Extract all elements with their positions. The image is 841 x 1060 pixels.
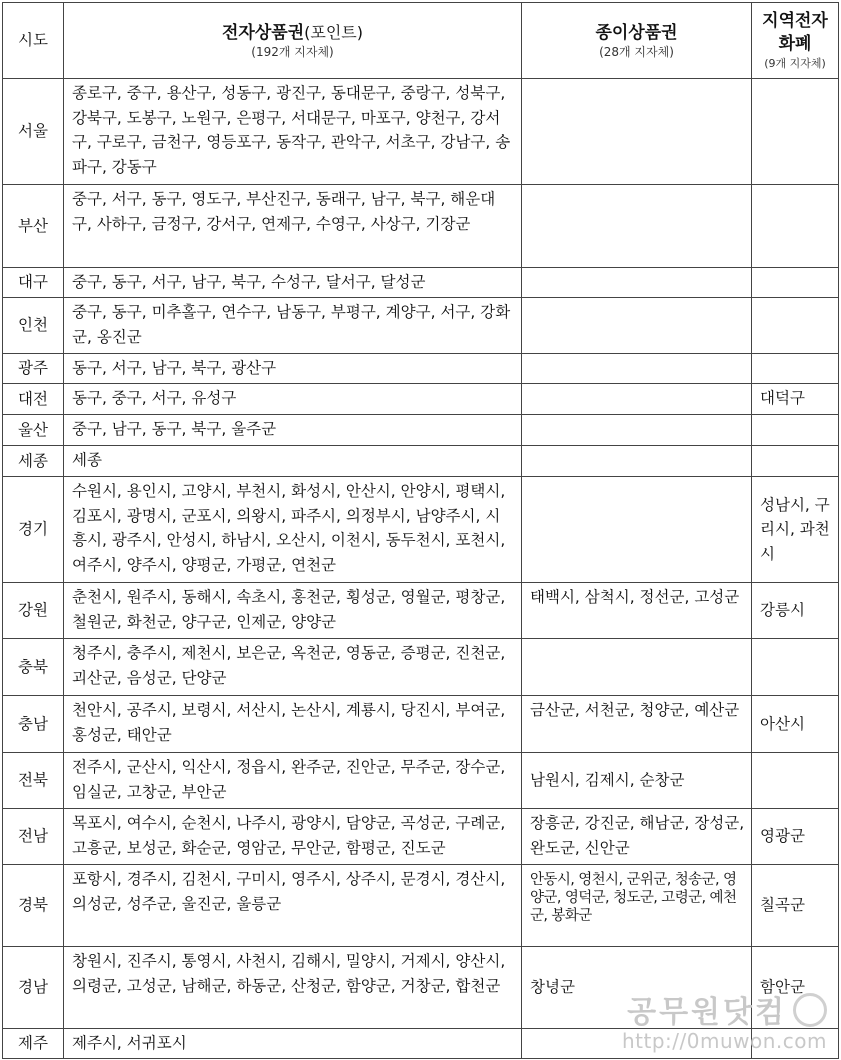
row-electronic: 창원시, 진주시, 통영시, 사천시, 김해시, 밀양시, 거제시, 양산시, 의령군, 고성군, 남해군, 하동군, 산청군, 함양군, 거창군, 합천군	[64, 947, 522, 1029]
row-paper	[522, 639, 752, 696]
row-electronic: 동구, 중구, 서구, 유성구	[64, 384, 522, 415]
row-paper	[522, 79, 752, 185]
row-electronic: 춘천시, 원주시, 동해시, 속초시, 홍천군, 횡성군, 영월군, 평창군, 철원군, 화천군, 양구군, 인제군, 양양군	[64, 583, 522, 639]
row-paper	[522, 354, 752, 384]
row-sido: 경남	[3, 947, 64, 1029]
watermark-name: 공무원닷컴	[627, 994, 787, 1030]
row-electronic: 중구, 동구, 서구, 남구, 북구, 수성구, 달서구, 달성군	[64, 268, 522, 298]
row-paper	[522, 384, 752, 415]
row-regional	[752, 415, 839, 446]
row-sido: 광주	[3, 354, 64, 384]
row-regional: 아산시	[752, 696, 839, 753]
row-sido: 세종	[3, 446, 64, 477]
row-paper: 남원시, 김제시, 순창군	[522, 753, 752, 809]
row-regional	[752, 639, 839, 696]
table-row	[3, 79, 839, 185]
table-row	[3, 415, 839, 446]
row-sido: 서울	[3, 79, 64, 185]
row-electronic: 중구, 서구, 동구, 영도구, 부산진구, 동래구, 남구, 북구, 해운대구, 사하구, 금정구, 강서구, 연제구, 수영구, 사상구, 기장군	[64, 185, 522, 268]
row-regional	[752, 1029, 839, 1059]
row-regional	[752, 753, 839, 809]
table-row	[3, 583, 839, 639]
row-paper	[522, 1029, 752, 1059]
table-row	[3, 268, 839, 298]
row-paper	[522, 268, 752, 298]
table-row	[3, 185, 839, 268]
row-sido: 대구	[3, 268, 64, 298]
table-row	[3, 384, 839, 415]
row-paper: 태백시, 삼척시, 정선군, 고성군	[522, 583, 752, 639]
table-row	[3, 753, 839, 809]
row-regional: 영광군	[752, 809, 839, 865]
table-row	[3, 865, 839, 947]
row-electronic: 천안시, 공주시, 보령시, 서산시, 논산시, 계룡시, 당진시, 부여군, 홍성군, 태안군	[64, 696, 522, 753]
table-row	[3, 639, 839, 696]
row-paper	[522, 446, 752, 477]
row-sido: 부산	[3, 185, 64, 268]
table-row	[3, 947, 839, 1029]
row-regional	[752, 268, 839, 298]
row-regional: 강릉시	[752, 583, 839, 639]
row-regional: 칠곡군	[752, 865, 839, 947]
row-sido: 전북	[3, 753, 64, 809]
row-regional	[752, 185, 839, 268]
row-electronic: 동구, 서구, 남구, 북구, 광산구	[64, 354, 522, 384]
row-sido: 제주	[3, 1029, 64, 1059]
header-regional: 지역전자 화폐 (9개 지자체)	[752, 3, 839, 79]
row-paper	[522, 185, 752, 268]
row-sido: 경기	[3, 477, 64, 583]
row-sido: 충남	[3, 696, 64, 753]
row-regional	[752, 79, 839, 185]
row-regional	[752, 446, 839, 477]
row-electronic: 목포시, 여수시, 순천시, 나주시, 광양시, 담양군, 곡성군, 구례군, 고흥군, 보성군, 화순군, 영암군, 무안군, 함평군, 진도군	[64, 809, 522, 865]
row-electronic: 수원시, 용인시, 고양시, 부천시, 화성시, 안산시, 안양시, 평택시, 김포시, 광명시, 군포시, 의왕시, 파주시, 의정부시, 남양주시, 시흥시, 광주시, 안성시, 하남시, 오산시, 이천시, 동두천시, 포천시, 여주시, 양주시, 양평군, 가평군, 연천군	[64, 477, 522, 583]
row-sido: 울산	[3, 415, 64, 446]
row-electronic: 제주시, 서귀포시	[64, 1029, 522, 1059]
row-regional	[752, 298, 839, 354]
row-regional: 함안군	[752, 947, 839, 1029]
row-sido: 인천	[3, 298, 64, 354]
header-sido: 시도	[3, 3, 64, 79]
row-paper	[522, 298, 752, 354]
row-sido: 대전	[3, 384, 64, 415]
row-electronic: 전주시, 군산시, 익산시, 정읍시, 완주군, 진안군, 무주군, 장수군, 임실군, 고창군, 부안군	[64, 753, 522, 809]
table-row	[3, 354, 839, 384]
row-sido: 강원	[3, 583, 64, 639]
table-row	[3, 446, 839, 477]
header-paper: 종이상품권 (28개 지자체)	[522, 3, 752, 79]
row-sido: 충북	[3, 639, 64, 696]
header-row	[3, 3, 839, 79]
table-row	[3, 809, 839, 865]
row-paper	[522, 415, 752, 446]
row-regional: 성남시, 구리시, 과천시	[752, 477, 839, 583]
table-row	[3, 1029, 839, 1059]
table-row	[3, 477, 839, 583]
row-paper: 창녕군	[522, 947, 752, 1029]
row-electronic: 종로구, 중구, 용산구, 성동구, 광진구, 동대문구, 중랑구, 성북구, 강북구, 도봉구, 노원구, 은평구, 서대문구, 마포구, 양천구, 강서구, 구로구, 금천구, 영등포구, 동작구, 관악구, 서초구, 강남구, 송파구, 강동구	[64, 79, 522, 185]
watermark-url: http://0muwon.com	[622, 1029, 827, 1053]
row-electronic: 중구, 동구, 미추홀구, 연수구, 남동구, 부평구, 계양구, 서구, 강화군, 옹진군	[64, 298, 522, 354]
header-electronic: 전자상품권(포인트) (192개 지자체)	[64, 3, 522, 79]
table-row	[3, 298, 839, 354]
gift-certificate-table	[2, 2, 839, 1059]
table-row	[3, 696, 839, 753]
row-sido: 경북	[3, 865, 64, 947]
row-regional: 대덕구	[752, 384, 839, 415]
row-paper: 금산군, 서천군, 청양군, 예산군	[522, 696, 752, 753]
row-sido: 전남	[3, 809, 64, 865]
row-electronic: 세종	[64, 446, 522, 477]
row-paper: 안동시, 영천시, 군위군, 청송군, 영양군, 영덕군, 청도군, 고령군, 예천군, 봉화군	[522, 865, 752, 947]
row-electronic: 중구, 남구, 동구, 북구, 울주군	[64, 415, 522, 446]
row-electronic: 포항시, 경주시, 김천시, 구미시, 영주시, 상주시, 문경시, 경산시, 의성군, 성주군, 울진군, 울릉군	[64, 865, 522, 947]
row-paper: 장흥군, 강진군, 해남군, 장성군, 완도군, 신안군	[522, 809, 752, 865]
row-paper	[522, 477, 752, 583]
row-electronic: 청주시, 충주시, 제천시, 보은군, 옥천군, 영동군, 증평군, 진천군, 괴산군, 음성군, 단양군	[64, 639, 522, 696]
row-regional	[752, 354, 839, 384]
